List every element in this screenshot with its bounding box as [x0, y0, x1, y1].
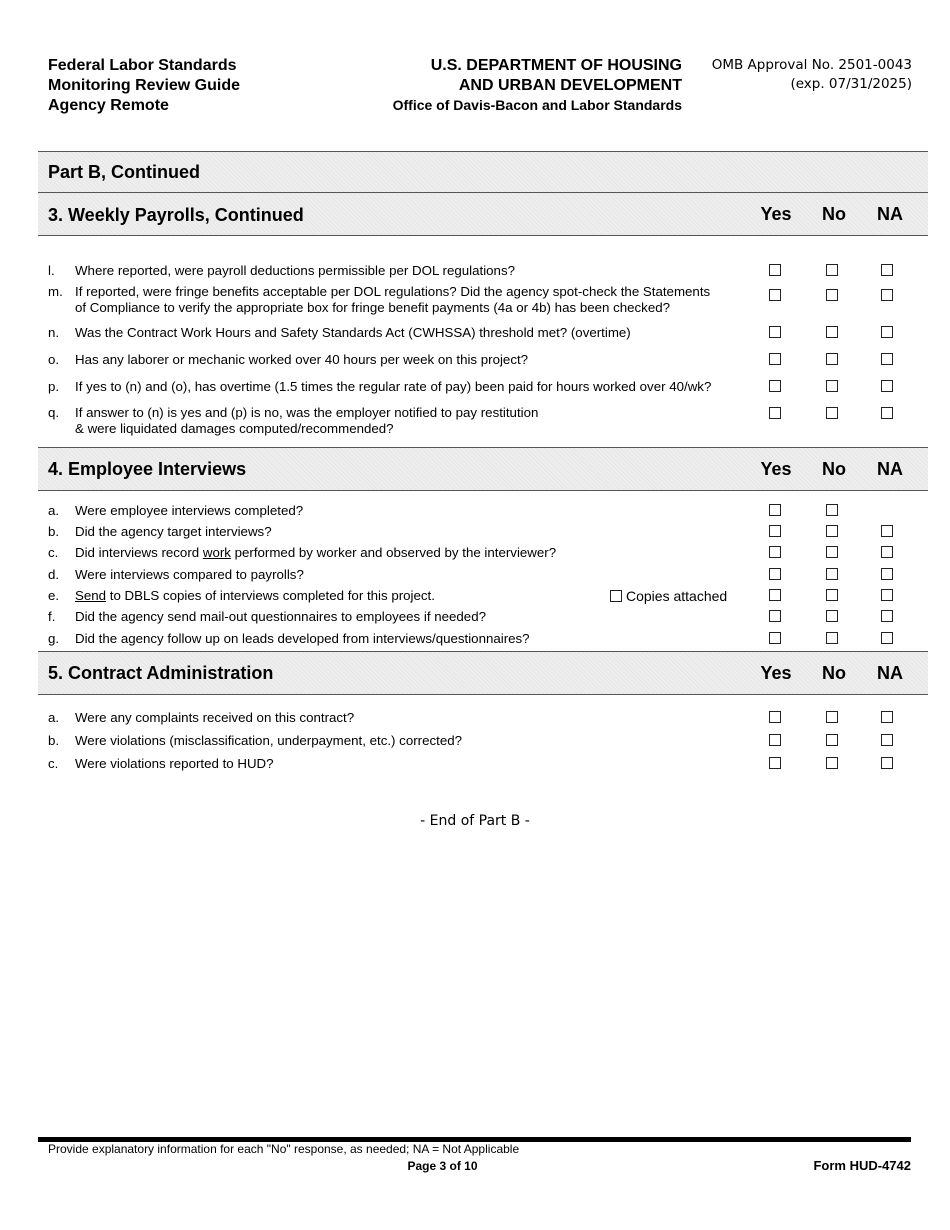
no-checkbox[interactable]: [826, 504, 838, 516]
department-name-2: AND URBAN DEVELOPMENT: [458, 77, 682, 94]
question-letter: c.: [48, 756, 59, 771]
no-checkbox[interactable]: [826, 589, 838, 601]
no-checkbox[interactable]: [826, 289, 838, 301]
na-checkbox[interactable]: [881, 610, 893, 622]
form-number: Form HUD-4742: [813, 1158, 911, 1173]
no-checkbox[interactable]: [826, 546, 838, 558]
form-title-line: Monitoring Review Guide: [48, 77, 241, 94]
no-checkbox[interactable]: [826, 353, 838, 365]
end-of-part-marker: - End of Part B -: [420, 813, 530, 829]
no-checkbox[interactable]: [826, 734, 838, 746]
na-checkbox[interactable]: [881, 326, 893, 338]
question-text-part: performed by worker and observed by the interviewer?: [230, 545, 557, 560]
question-letter: a.: [48, 710, 60, 725]
part-header: [38, 151, 928, 193]
na-checkbox[interactable]: [881, 264, 893, 276]
question-text: Were interviews compared to payrolls?: [75, 567, 304, 582]
col-yes: Yes: [760, 459, 792, 479]
col-no: No: [822, 663, 846, 683]
question-text-part: Did interviews record: [75, 545, 203, 560]
question-line: & were liquidated damages computed/recommended?: [75, 421, 394, 436]
no-checkbox[interactable]: [826, 264, 838, 276]
underlined-word: Send: [75, 588, 107, 603]
na-checkbox[interactable]: [881, 711, 893, 723]
no-checkbox[interactable]: [826, 326, 838, 338]
col-na: NA: [877, 204, 903, 224]
na-checkbox[interactable]: [881, 734, 893, 746]
question-letter: b.: [48, 524, 60, 539]
form-title-line: Agency Remote: [48, 97, 169, 114]
footer-note: Provide explanatory information for each "No" response, as needed; NA = Not Applicable: [48, 1142, 520, 1156]
question-letter: p.: [48, 379, 60, 394]
na-checkbox[interactable]: [881, 546, 893, 558]
copies-attached-checkbox[interactable]: [610, 590, 622, 602]
omb-expiration: (exp. 07/31/2025): [790, 76, 912, 92]
na-checkbox[interactable]: [881, 353, 893, 365]
underlined-word: work: [202, 545, 231, 560]
yes-checkbox[interactable]: [769, 589, 781, 601]
section-title: 5. Contract Administration: [48, 663, 274, 683]
copies-attached-option[interactable]: [610, 588, 727, 604]
question-text-part: to DBLS copies of interviews completed for this project.: [106, 588, 435, 603]
yes-checkbox[interactable]: [769, 757, 781, 769]
question-text: Were violations reported to HUD?: [75, 756, 274, 771]
na-checkbox[interactable]: [881, 525, 893, 537]
no-checkbox[interactable]: [826, 407, 838, 419]
omb-number: OMB Approval No. 2501-0043: [711, 57, 912, 73]
no-checkbox[interactable]: [826, 380, 838, 392]
no-checkbox[interactable]: [826, 632, 838, 644]
yes-checkbox[interactable]: [769, 407, 781, 419]
na-checkbox[interactable]: [881, 568, 893, 580]
question-letter: o.: [48, 352, 60, 367]
question-letter: l.: [48, 263, 55, 278]
omb-block: [700, 56, 912, 94]
agency-block: [330, 56, 682, 114]
yes-checkbox[interactable]: [769, 734, 781, 746]
question-text: Has any laborer or mechanic worked over 40 hours per week on this project?: [75, 352, 529, 367]
question-letter: q.: [48, 405, 60, 420]
na-checkbox[interactable]: [881, 380, 893, 392]
question-text: Did the agency target interviews?: [75, 524, 272, 539]
no-checkbox[interactable]: [826, 757, 838, 769]
section-3-header: [38, 192, 928, 236]
question-text: [75, 405, 747, 437]
question-text: Where reported, were payroll deductions permissible per DOL regulations?: [75, 263, 515, 278]
question-line: If answer to (n) is yes and (p) is no, was the employer notified to pay restitution: [75, 405, 539, 420]
question-text: [75, 545, 747, 561]
na-checkbox[interactable]: [881, 757, 893, 769]
no-checkbox[interactable]: [826, 525, 838, 537]
na-checkbox[interactable]: [881, 632, 893, 644]
question-letter: b.: [48, 733, 60, 748]
yes-checkbox[interactable]: [769, 264, 781, 276]
col-na: NA: [877, 663, 903, 683]
question-text: Were any complaints received on this contract?: [75, 710, 355, 725]
office-name: Office of Davis-Bacon and Labor Standards: [392, 97, 682, 113]
na-checkbox[interactable]: [881, 407, 893, 419]
yes-checkbox[interactable]: [769, 380, 781, 392]
na-checkbox[interactable]: [881, 289, 893, 301]
question-text: Was the Contract Work Hours and Safety Standards Act (CWHSSA) threshold met? (overtime): [75, 325, 631, 340]
question-letter: e.: [48, 588, 60, 603]
question-text: If yes to (n) and (o), has overtime (1.5 times the regular rate of pay) been paid for hours worked over 40/wk?: [75, 379, 712, 394]
col-na: NA: [877, 459, 903, 479]
yes-checkbox[interactable]: [769, 711, 781, 723]
col-yes: Yes: [760, 204, 792, 224]
col-no: No: [822, 459, 846, 479]
form-title-line: Federal Labor Standards: [48, 57, 237, 74]
no-checkbox[interactable]: [826, 711, 838, 723]
col-yes: Yes: [760, 663, 792, 683]
question-letter: f.: [48, 609, 56, 624]
question-text: Were violations (misclassification, underpayment, etc.) corrected?: [75, 733, 462, 748]
col-no: No: [822, 204, 846, 224]
question-letter: n.: [48, 325, 60, 340]
no-checkbox[interactable]: [826, 568, 838, 580]
na-checkbox[interactable]: [881, 589, 893, 601]
section-title: 3. Weekly Payrolls, Continued: [48, 205, 304, 225]
section-title: 4. Employee Interviews: [48, 459, 247, 479]
question-letter: c.: [48, 545, 59, 560]
yes-checkbox[interactable]: [769, 546, 781, 558]
no-checkbox[interactable]: [826, 610, 838, 622]
yes-checkbox[interactable]: [769, 632, 781, 644]
department-name: U.S. DEPARTMENT OF HOUSING: [430, 57, 682, 74]
copies-attached-label: Copies attached: [626, 588, 728, 604]
question-letter: a.: [48, 503, 60, 518]
yes-checkbox[interactable]: [769, 289, 781, 301]
question-letter: g.: [48, 631, 60, 646]
question-letter: d.: [48, 567, 60, 582]
yes-checkbox[interactable]: [769, 326, 781, 338]
part-title: Part B, Continued: [48, 162, 200, 182]
yes-checkbox[interactable]: [769, 353, 781, 365]
section-5-header: [38, 651, 928, 695]
question-letter: m.: [48, 284, 63, 299]
question-text: [75, 284, 747, 316]
section-4-header: [38, 447, 928, 491]
form-title-block: [48, 56, 240, 116]
question-text: Did the agency send mail-out questionnaires to employees if needed?: [75, 609, 486, 624]
yes-checkbox[interactable]: [769, 610, 781, 622]
page-number: Page 3 of 10: [407, 1159, 478, 1173]
question-line: of Compliance to verify the appropriate box for fringe benefit payments (4a or 4b) has been checked?: [75, 300, 671, 315]
yes-checkbox[interactable]: [769, 568, 781, 580]
question-line: If reported, were fringe benefits acceptable per DOL regulations? Did the agency spot-check the Statements: [75, 284, 711, 299]
question-text: Were employee interviews completed?: [75, 503, 304, 518]
question-text: Did the agency follow up on leads developed from interviews/questionnaires?: [75, 631, 530, 646]
yes-checkbox[interactable]: [769, 525, 781, 537]
yes-checkbox[interactable]: [769, 504, 781, 516]
